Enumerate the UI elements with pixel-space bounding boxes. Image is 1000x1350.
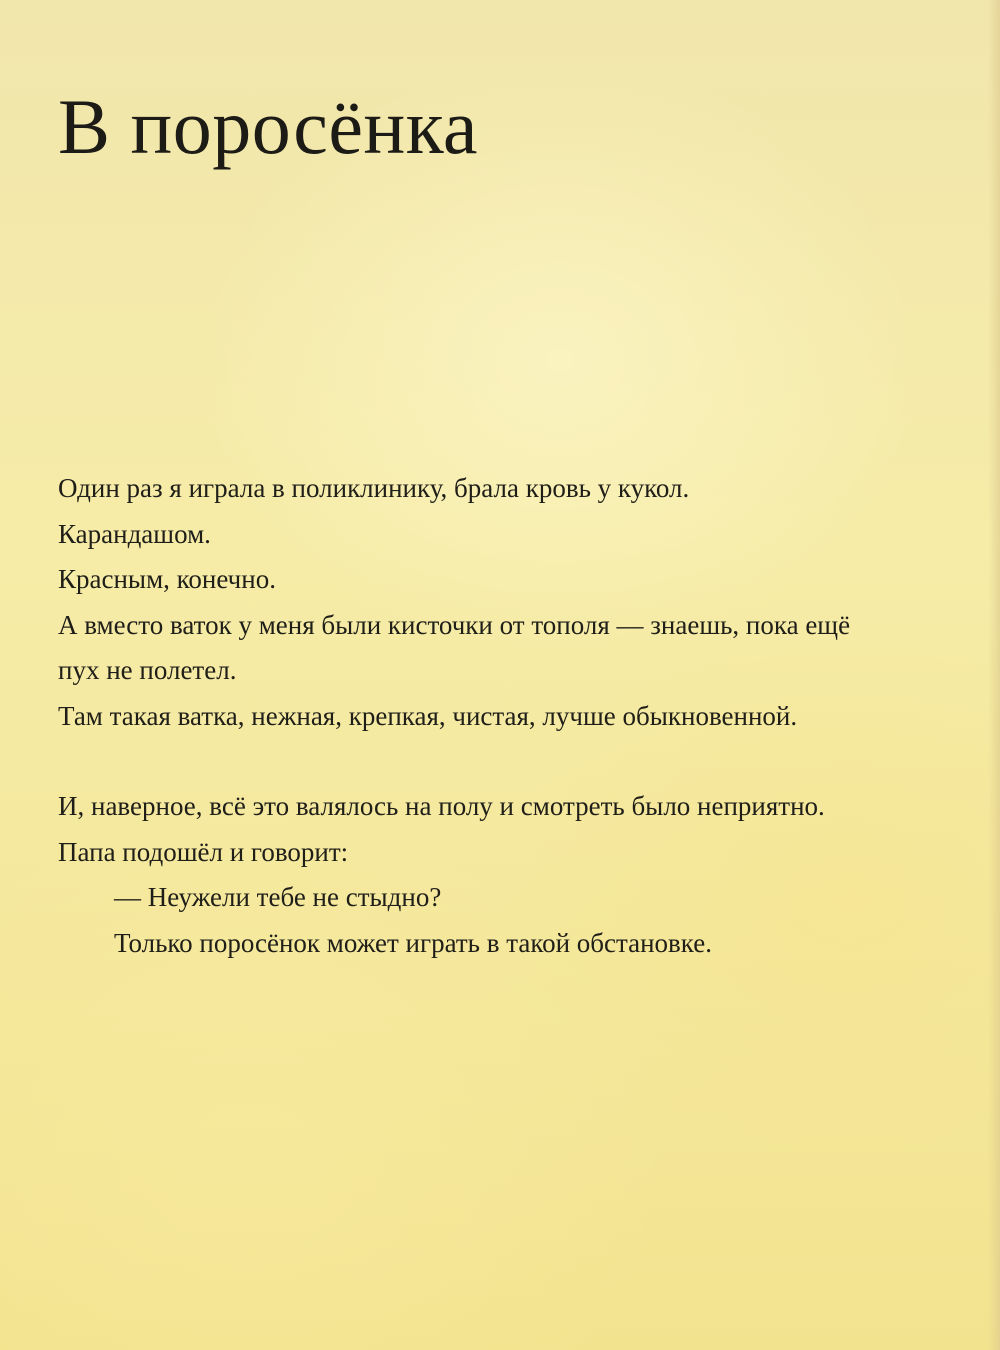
text-line: Папа подошёл и говорит: xyxy=(58,836,349,867)
dialogue-line: — Неужели тебе не стыдно? xyxy=(114,882,442,912)
paragraph-2 xyxy=(58,784,978,966)
text-line: Там такая ватка, нежная, крепкая, чистая, лучше обыкновенной. xyxy=(58,700,798,731)
text-line: Один раз я играла в поликлинику, брала кровь у кукол. xyxy=(58,473,690,503)
dialogue-line: Только поросёнок может играть в такой обстановке. xyxy=(114,927,712,958)
text-line: И, наверное, всё это валялось на полу и смотреть было неприятно. xyxy=(58,791,825,821)
text-line: Красным, конечно. xyxy=(58,564,276,594)
text-line: А вместо ваток у меня были кисточки от тополя — знаешь, пока ещё xyxy=(58,609,851,640)
text-line: Карандашом. xyxy=(58,518,211,549)
paragraph-1 xyxy=(58,466,978,739)
page-edge-shade xyxy=(988,0,1000,1350)
story-text xyxy=(58,466,978,966)
page-title: В поросёнка xyxy=(58,83,479,170)
text-line: пух не полетел. xyxy=(58,655,237,685)
